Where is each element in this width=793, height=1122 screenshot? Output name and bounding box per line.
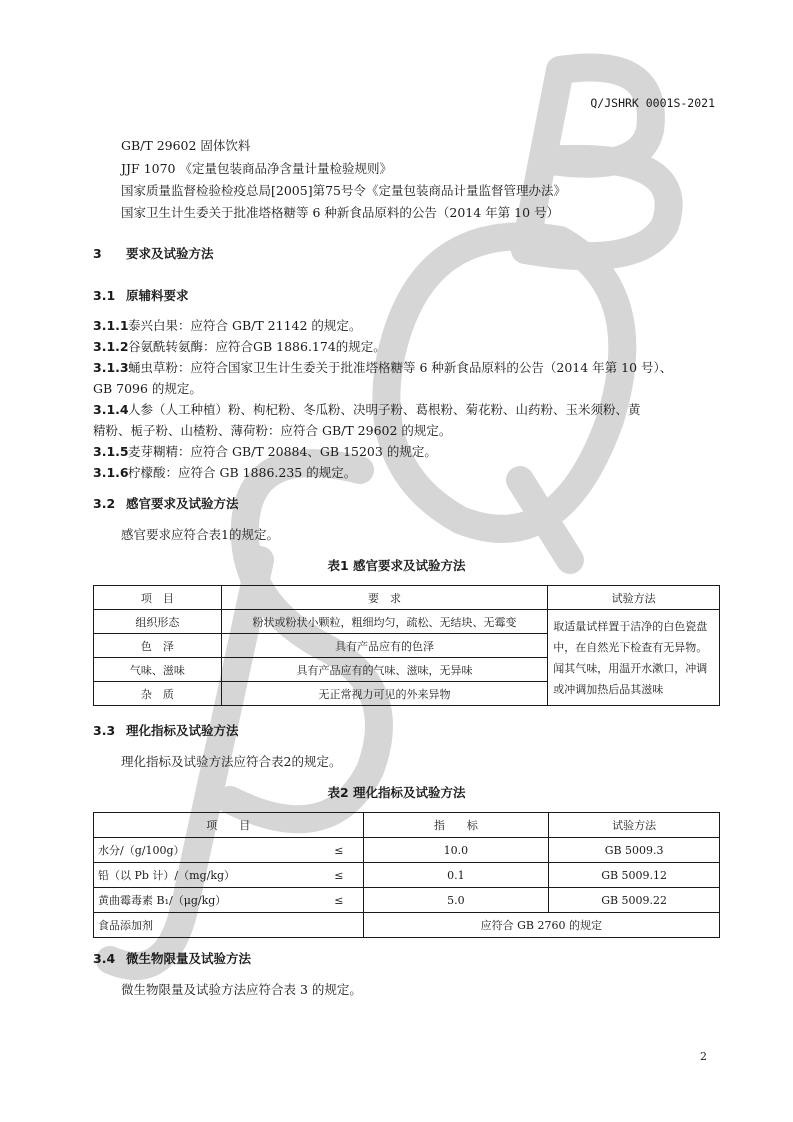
table-row [94, 888, 720, 913]
item-cell: 食品添加剂 [94, 913, 364, 938]
paragraph: 微生物限量及试验方法应符合表 3 的规定。 [121, 982, 362, 997]
section-heading-3-1 [93, 286, 189, 304]
column-header: 项 目 [94, 586, 222, 610]
column-header: 要 求 [221, 586, 547, 610]
reference-line: JJF 1070 《定量包装商品净含量计量检验规则》 [121, 161, 392, 176]
clause-3-1-3: 3.1.3蛹虫草粉：应符合国家卫生计生委关于批准塔格糖等 6 种新食品原料的公告（2014 年第 10 号）、 [93, 360, 673, 375]
section-heading-3-2 [93, 494, 239, 512]
comparison-symbol: ≤ [315, 888, 363, 913]
value-cell: 0.1 [363, 863, 549, 888]
requirement-cell: 具有产品应有的色泽 [221, 634, 547, 658]
item-cell: 组织形态 [94, 610, 222, 634]
section-title: 微生物限量及试验方法 [126, 951, 252, 966]
watermark-letter-q [386, 236, 622, 560]
reference-line: GB/T 29602 固体饮料 [121, 138, 251, 153]
paragraph: 感官要求应符合表1的规定。 [121, 527, 279, 542]
clause-3-1-1: 3.1.1泰兴白果：应符合 GB/T 21142 的规定。 [93, 318, 362, 333]
item-cell: 黄曲霉毒素 B₁/（μg/kg） [94, 888, 316, 913]
reference-line: 国家质量监督检验检疫总局[2005]第75号令《定量包装商品计量监督管理办法》 [121, 183, 566, 198]
clause-3-1-5: 3.1.5麦芽糊精：应符合 GB/T 20884、GB 15203 的规定。 [93, 444, 437, 459]
paragraph: 理化指标及试验方法应符合表2的规定。 [121, 754, 342, 769]
column-header: 试验方法 [549, 813, 720, 838]
table-2-physicochemical [93, 812, 720, 938]
item-cell: 铅（以 Pb 计）/（mg/kg） [94, 863, 316, 888]
item-cell: 杂 质 [94, 682, 222, 706]
table-header-row [94, 586, 720, 610]
clause-3-1-6: 3.1.6柠檬酸：应符合 GB 1886.235 的规定。 [93, 465, 357, 480]
requirement-cell: 无正常视力可见的外来异物 [221, 682, 547, 706]
clause-3-1-3-cont: GB 7096 的规定。 [93, 381, 202, 396]
value-cell: 10.0 [363, 838, 549, 863]
section-heading-3-3 [93, 721, 239, 739]
reference-line: 国家卫生计生委关于批准塔格糖等 6 种新食品原料的公告（2014 年第 10 号） [121, 205, 560, 220]
clause-3-1-4: 3.1.4人参（人工种植）粉、枸杞粉、冬瓜粉、决明子粉、葛根粉、菊花粉、山药粉、玉米须粉、黄 [93, 402, 641, 417]
requirement-cell: 粉状或粉状小颗粒，粗细均匀，疏松、无结块、无霉变 [221, 610, 547, 634]
section-number: 3.2 [93, 496, 116, 511]
method-cell: GB 5009.22 [549, 888, 720, 913]
clause-3-1-2: 3.1.2谷氨酰转氨酶：应符合GB 1886.174的规定。 [93, 339, 386, 354]
table-1-caption: 表1 感官要求及试验方法 [327, 558, 466, 573]
column-header: 指 标 [363, 813, 549, 838]
table-row [94, 863, 720, 888]
table-row [94, 610, 720, 634]
table-row [94, 838, 720, 863]
item-cell: 色 泽 [94, 634, 222, 658]
value-cell: 5.0 [363, 888, 549, 913]
method-cell: GB 5009.12 [549, 863, 720, 888]
section-heading-3-4 [93, 949, 251, 967]
section-number: 3.4 [93, 951, 116, 966]
table-row [94, 913, 720, 938]
section-number: 3.3 [93, 723, 116, 738]
standard-number: Q/JSHRK 0001S-2021 [590, 96, 715, 110]
section-title: 原辅料要求 [126, 288, 189, 303]
section-title: 感官要求及试验方法 [126, 496, 239, 511]
section-heading-3 [93, 244, 214, 262]
test-method-cell: 取适量试样置于洁净的白色瓷盘中，在自然光下检查有无异物。闻其气味，用温开水漱口，冲调或冲调加热后品其滋味 [548, 610, 720, 706]
section-title: 要求及试验方法 [126, 246, 214, 261]
clause-3-1-4-cont: 精粉、栀子粉、山楂粉、薄荷粉：应符合 GB/T 29602 的规定。 [93, 423, 452, 438]
value-cell: 应符合 GB 2760 的规定 [363, 913, 719, 938]
column-header: 项 目 [94, 813, 364, 838]
comparison-symbol: ≤ [315, 838, 363, 863]
section-number: 3 [93, 246, 102, 261]
item-cell: 气味、滋味 [94, 658, 222, 682]
section-number: 3.1 [93, 288, 116, 303]
table-1-sensory [93, 585, 720, 706]
section-title: 理化指标及试验方法 [126, 723, 239, 738]
table-header-row [94, 813, 720, 838]
table-2-caption: 表2 理化指标及试验方法 [327, 785, 466, 800]
method-cell: GB 5009.3 [549, 838, 720, 863]
item-cell: 水分/（g/100g） [94, 838, 316, 863]
column-header: 试验方法 [548, 586, 720, 610]
page-number: 2 [700, 1050, 707, 1063]
comparison-symbol: ≤ [315, 863, 363, 888]
requirement-cell: 具有产品应有的气味、滋味，无异味 [221, 658, 547, 682]
